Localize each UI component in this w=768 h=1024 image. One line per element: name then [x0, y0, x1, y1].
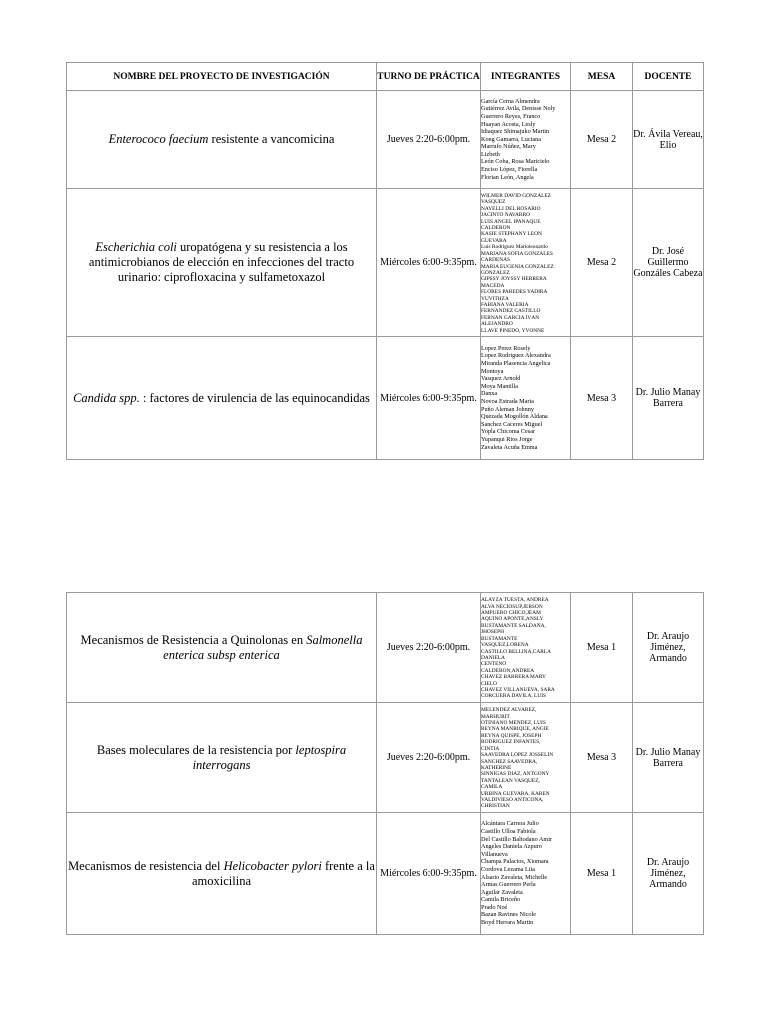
member-name: SÁNCHEZ SAAVEDRA, — [481, 758, 538, 765]
turno-cell: Jueves 2:20-6:00pm. — [377, 593, 481, 703]
table-row — [67, 593, 704, 703]
project-name — [67, 337, 377, 460]
member-name: Kong Gamarra, Luciana — [481, 135, 541, 143]
member-name: BUSTAMANTE — [481, 635, 518, 642]
member-name: VALDIVIESO ANTICONA, — [481, 796, 544, 803]
member-name: Lizbeth — [481, 150, 500, 158]
member-name: León Coba, Rosa Maricielo — [481, 158, 550, 166]
members-cell — [481, 189, 571, 337]
member-name: Idiaquez Shimajuko Martin — [481, 128, 550, 136]
turno-cell: Jueves 2:20-6:00pm. — [377, 91, 481, 189]
member-name: REYNA QUISPE, JOSEPH — [481, 732, 542, 739]
member-name: ALEJANDRO — [481, 321, 513, 328]
project-name — [67, 593, 377, 703]
member-name: Quezada Mogollón Aldana — [481, 413, 548, 421]
docente-cell: Dr. Julio Manay Barrera — [633, 703, 704, 813]
member-name: CENTENO — [481, 661, 507, 668]
table-row — [67, 337, 704, 460]
turno-cell: Miércoles 6:00-9:35pm. — [377, 189, 481, 337]
member-name: JACINTO NAVARRO — [481, 212, 530, 219]
member-name: MARHURIT — [481, 713, 510, 720]
member-name: Lopez Perez Rosely — [481, 344, 531, 352]
member-name: YUVITHZA — [481, 295, 509, 302]
member-name: WILMER DAVID GONZALEZ — [481, 193, 551, 200]
member-name: BUSTAMANTE SALDAÑA, — [481, 622, 546, 629]
member-name: CALDERON,ANDREA — [481, 667, 535, 674]
member-name: CAMILA — [481, 784, 503, 791]
member-name: URBINA GUEVARA, KAREN — [481, 790, 550, 797]
member-name: FERNÁN GARCIA IVÁN — [481, 314, 540, 321]
project-name-text: : factores de virulencia de las equinocandidas — [139, 390, 370, 405]
member-name: Camila Briceño — [481, 896, 521, 904]
member-name: VASQUEZ,LORENA — [481, 642, 529, 649]
member-name: MARIA EUGENIA GONZÁLEZ — [481, 263, 554, 270]
docente-cell: Dr. Julio Manay Barrera — [633, 337, 704, 460]
member-name: TANTALEAN VASQUEZ, — [481, 777, 540, 784]
member-name: CORCUERA DAVILA, LUIS — [481, 693, 547, 700]
member-name: NAYELLI DEL ROSARIO — [481, 205, 541, 212]
docente-cell: Dr. José Guillermo Gonzáles Cabeza — [633, 189, 704, 337]
project-name-text: Mecanismos de resistencia del — [68, 858, 224, 873]
members-cell — [481, 813, 571, 935]
header-integrantes: INTEGRANTES — [481, 63, 571, 91]
member-name: Castillo Ulloa Fabiola — [481, 827, 536, 835]
member-name: MELENDEZ ALVAREZ, — [481, 707, 537, 714]
header-docente: DOCENTE — [633, 63, 704, 91]
docente-cell: Dr. Ávila Vereau, Elio — [633, 91, 704, 189]
member-name: García Cerna Almendra — [481, 97, 540, 105]
member-name: Yopla Chicoma Cesar — [481, 428, 536, 436]
member-name: CHRISTIAN — [481, 803, 510, 810]
projects-table-1 — [66, 62, 704, 460]
member-name: Alcántara Carrera Julio — [481, 820, 539, 828]
member-name: Luis Rodriguez Marioleonardo — [481, 244, 548, 251]
table-row — [67, 189, 704, 337]
project-name — [67, 91, 377, 189]
member-name: GIPSSY JOYSSY HERRERA — [481, 276, 547, 283]
member-name: GUEVARA — [481, 237, 507, 244]
member-name: Bazan Ravines Nicole — [481, 911, 536, 919]
project-name — [67, 703, 377, 813]
member-name: Montoya — [481, 367, 504, 375]
project-name-italic: Candida spp. — [73, 390, 140, 405]
project-name-italic: Helicobacter pylori — [223, 858, 322, 873]
project-name-italic: Salmonella enterica subsp enterica — [163, 632, 363, 662]
projects-table-2 — [66, 592, 704, 935]
member-name: Gutiérrez Avila, Denisse Noly — [481, 105, 556, 113]
member-name: DANIELA — [481, 654, 505, 661]
member-name: FLORES PAREDES YADIRA — [481, 289, 548, 296]
member-name: Enciso López, Fiorella — [481, 166, 538, 174]
member-name: Moya Mantilla — [481, 382, 518, 390]
docente-cell: Dr. Araujo Jiménez, Armando — [633, 593, 704, 703]
member-name: MACEDA — [481, 282, 505, 289]
table-row — [67, 703, 704, 813]
member-name: MARIANA SOFIA GONZALES — [481, 250, 553, 257]
members-cell — [481, 703, 571, 813]
project-name-text: Mecanismos de Resistencia a Quinolonas en — [80, 632, 307, 647]
header-turno: TURNO DE PRÁCTICA — [377, 63, 481, 91]
member-name: OTINIANO MÉNDEZ, LUIS — [481, 720, 546, 727]
project-name-text: frente a la amoxicilina — [191, 858, 375, 888]
member-name: Aguilar Zavaleta — [481, 888, 523, 896]
member-name: JHOSEPH — [481, 629, 505, 636]
project-name-text: uropatógena y su resistencia a los antimicrobianos de elección en infecciones del tracto urinario: ciprofloxacina y sulfametoxazol — [88, 240, 355, 284]
member-name: Lopez Rodriguez Alexandra — [481, 352, 551, 360]
member-name: Armas Guerrero Perla — [481, 881, 536, 889]
mesa-cell: Mesa 2 — [571, 91, 633, 189]
turno-cell: Miércoles 6:00-9:35pm. — [377, 813, 481, 935]
member-name: CINTIA — [481, 745, 500, 752]
member-name: Guerrero Reyes, Franco — [481, 112, 541, 120]
member-name: LLAVE PINEDO, YVONNE — [481, 327, 545, 334]
member-name: KASIE STEPHANY LEON — [481, 231, 542, 238]
member-name: Florian León, Angela — [481, 173, 534, 181]
docente-cell: Dr. Araujo Jiménez, Armando — [633, 813, 704, 935]
members-cell — [481, 337, 571, 460]
member-name: FABIANA VALERIA — [481, 301, 529, 308]
members-cell — [481, 91, 571, 189]
member-name: FERNANDEZ CASTILLO — [481, 308, 541, 315]
header-row — [67, 63, 704, 91]
member-name: Vasquez Arnold — [481, 375, 521, 383]
project-name-text: resistente a vancomicina — [208, 132, 335, 146]
member-name: CASTILLO BELLINA,CARLA — [481, 648, 552, 655]
member-name: Huayan Acosta, Lesly — [481, 120, 536, 128]
member-name: Cordova Lezama Lita — [481, 865, 535, 873]
member-name: SINNIGAS DÍAZ, ANTGONY — [481, 771, 550, 778]
mesa-cell: Mesa 1 — [571, 813, 633, 935]
member-name: SAAVEDRA LÓPEZ JOSSELIN — [481, 752, 554, 759]
turno-cell: Jueves 2:20-6:00pm. — [377, 703, 481, 813]
member-name: ALVA NECIOSUP,JERSON — [481, 603, 543, 610]
member-name: Miranda Plasencia Angelica — [481, 360, 551, 368]
member-name: CIELO — [481, 680, 497, 687]
header-mesa: MESA — [571, 63, 633, 91]
member-name: Prado Noé — [481, 903, 508, 911]
header-project: NOMBRE DEL PROYECTO DE INVESTIGACIÓN — [67, 63, 377, 91]
mesa-cell: Mesa 3 — [571, 337, 633, 460]
member-name: Del Castillo Baltodano Amir — [481, 835, 552, 843]
member-name: Zavaleta Acuña Emma — [481, 443, 538, 451]
mesa-cell: Mesa 2 — [571, 189, 633, 337]
project-name — [67, 189, 377, 337]
member-name: Alsario Zavaleta, Michelle — [481, 873, 548, 881]
member-name: Puño Aleman Johnny — [481, 405, 534, 413]
turno-cell: Miércoles 6:00-9:35pm. — [377, 337, 481, 460]
members-cell — [481, 593, 571, 703]
member-name: Champa Palacios, Xiomara — [481, 858, 549, 866]
table-row — [67, 91, 704, 189]
member-name: CARDENAS — [481, 257, 511, 264]
member-name: Sanchez Caceres Miguel — [481, 420, 543, 428]
mesa-cell: Mesa 3 — [571, 703, 633, 813]
member-name: Boyd Herrara Martin — [481, 919, 534, 927]
member-name: Angeles Daniela Azpuro — [481, 843, 542, 851]
project-name-italic: leptospira interrogans — [192, 742, 347, 772]
member-name: CALDERON — [481, 225, 511, 232]
member-name: Yupanqui Rios Jorge — [481, 435, 533, 443]
member-name: CHAVEZ BARRERA MARY — [481, 674, 546, 681]
mesa-cell: Mesa 1 — [571, 593, 633, 703]
member-name: Novoa Estrada Maria — [481, 398, 534, 405]
member-name: KATHERINE — [481, 764, 512, 771]
member-name: LUIS ANGEL IPANAQUE — [481, 218, 541, 225]
member-name: Villanueva — [481, 850, 508, 858]
member-name: Marrufo Núñez, Mary — [481, 143, 536, 151]
member-name: ALAYZA TUESTA, ANDREA — [481, 597, 549, 604]
member-name: CHAVEZ VILLANUEVA, SARA — [481, 686, 555, 693]
member-name: AQUINO APONTE,ANSLY — [481, 616, 544, 623]
member-name: Danxa — [481, 390, 498, 398]
project-name-italic: Enterococo faecium — [108, 132, 209, 146]
project-name-italic: Escherichia coli — [95, 240, 177, 254]
member-name: AMPUERO CHICO,JEAM — [481, 610, 541, 617]
table-row — [67, 813, 704, 935]
member-name: REYNA MANRIQUE, ANGIE — [481, 726, 549, 733]
member-name: GONZÁLEZ — [481, 269, 510, 276]
member-name: VASQUEZ — [481, 199, 506, 206]
member-name: RODRÍGUEZ INFANTES, — [481, 739, 541, 746]
project-name — [67, 813, 377, 935]
project-name-text: Bases moleculares de la resistencia por — [96, 742, 296, 757]
